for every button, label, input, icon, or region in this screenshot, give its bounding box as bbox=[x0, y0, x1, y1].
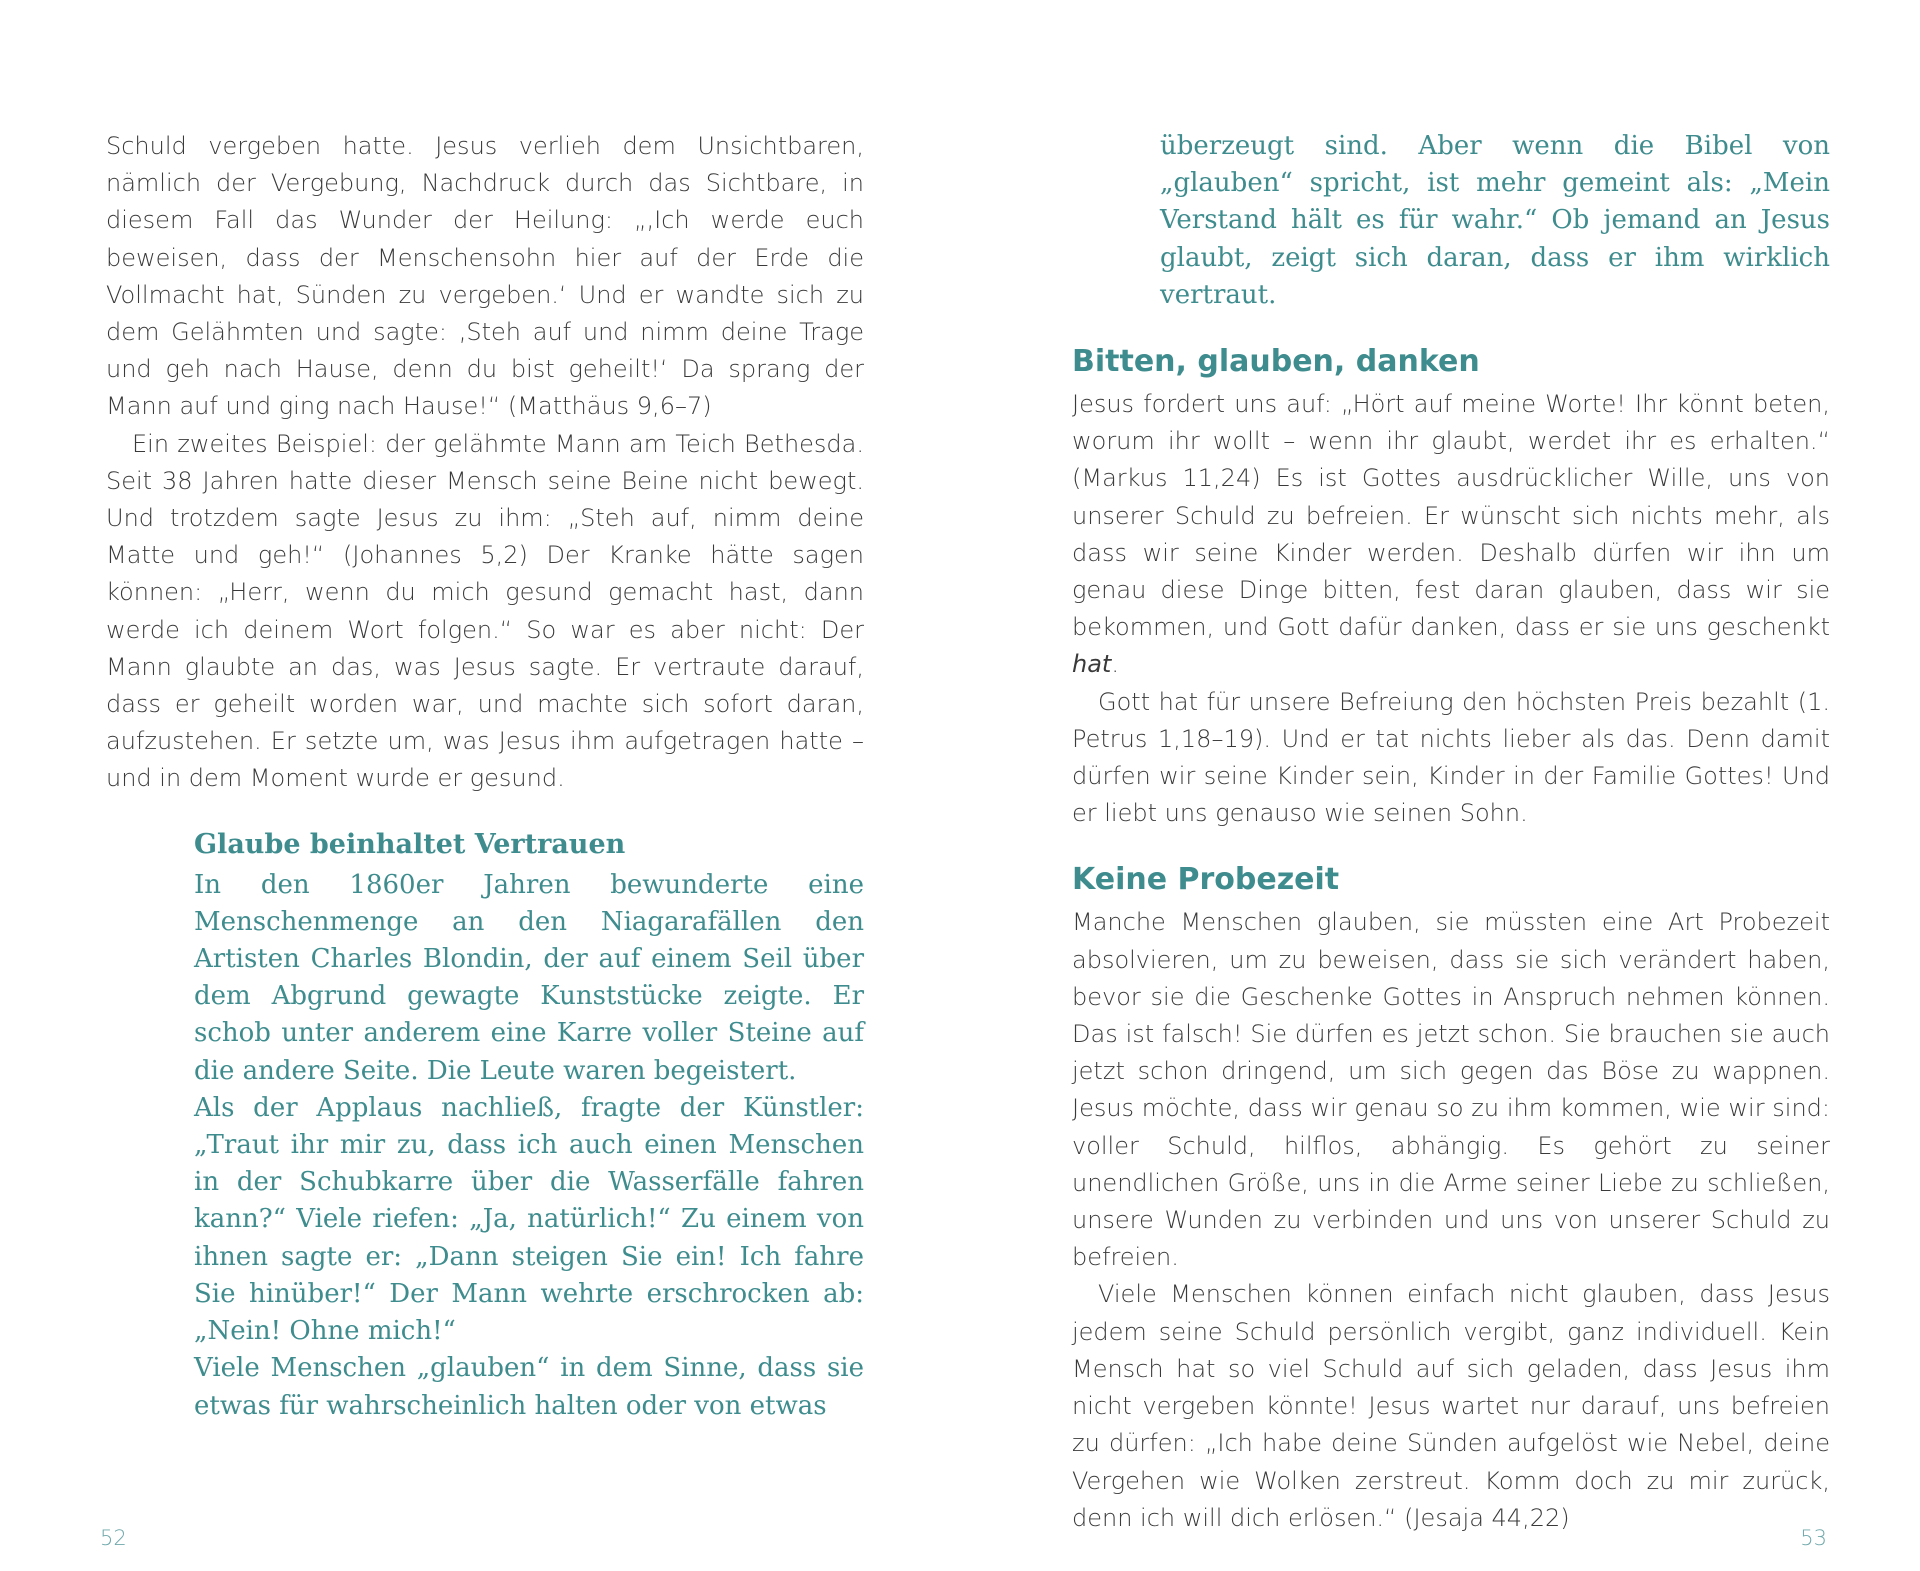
left-text-column bbox=[106, 128, 864, 1425]
emphasis-text: hat bbox=[1072, 650, 1112, 679]
box-paragraph: Als der Applaus nachließ, fragte der Künstler: „Traut ihr mir zu, dass ich auch einen Menschen in der Schubkarre über die Wasserfälle fahren kann?“ Viele riefen: „Ja, natürlich!“ Zu einem von ihnen sagte er: „Dann steigen Sie ein! Ich fahre Sie hinüber!“ Der Mann wehrte erschrocken ab: „Nein! Ohne mich!“ bbox=[194, 1092, 864, 1347]
section-heading: Keine Probezeit bbox=[1072, 862, 1340, 898]
body-paragraph: Schuld vergeben hatte. Jesus verlieh dem Unsichtbaren, nämlich der Vergebung, Nachdruck durch das Sichtbare, in diesem Fall das Wunder der Heilung: „‚Ich werde euch beweisen, dass der Menschensohn hier auf der Erde die Vollmacht hat, Sünden zu vergeben.‘ Und er wandte sich zu dem Gelähmten und sagte: ‚Steh auf und nimm deine Trage und geh nach Hause, denn du bist geheilt!‘ Da sprang der Mann auf und ging nach Hause!“ (Matthäus 9,6–7) bbox=[106, 132, 864, 421]
info-box bbox=[194, 826, 864, 1425]
info-box-continuation bbox=[1160, 128, 1830, 314]
body-paragraph: Viele Menschen können einfach nicht glauben, dass Jesus jedem seine Schuld persönlich vergibt, ganz individuell. Kein Mensch hat so viel Schuld auf sich geladen, dass Jesus ihm nicht vergeben könnte! Jesus wartet nur darauf, uns befreien zu dürfen: „Ich habe deine Sünden aufgelöst wie Nebel, deine Vergehen wie Wolken zerstreut. Komm doch zu mir zurück, denn ich will dich erlösen.“ (Jesaja 44,22) bbox=[1072, 1280, 1830, 1532]
body-text-run: Jesus fordert uns auf: „Hört auf meine Worte! Ihr könnt beten, worum ihr wollt – wenn ihr glaubt, werdet ihr es erhalten.“ (Markus 11,24) Es ist Gottes ausdrücklicher Wille, uns von unserer Schuld zu befreien. Er wünscht sich nichts mehr, als dass wir seine Kinder werden. Deshalb dürfen wir ihn um genau diese Dinge bitten, fest daran glauben, dass wir sie bekommen, und Gott dafür danken, dass er sie uns geschenkt bbox=[1072, 390, 1830, 642]
page-number: 52 bbox=[100, 1526, 127, 1550]
body-paragraph: Ein zweites Beispiel: der gelähmte Mann am Teich Bethesda. Seit 38 Jahren hatte dieser Mensch seine Beine nicht bewegt. Und trotzdem sagte Jesus zu ihm: „Steh auf, nimm deine Matte und geh!“ (Johannes 5,2) Der Kranke hätte sagen können: „Herr, wenn du mich gesund gemacht hast, dann werde ich deinem Wort folgen.“ So war es aber nicht: Der Mann glaubte an das, was Jesus sagte. Er vertraute darauf, dass er geheilt worden war, und machte sich sofort daran, aufzustehen. Er setzte um, was Jesus ihm aufgetragen hatte – und in dem Moment wurde er gesund. bbox=[106, 429, 864, 793]
body-text-run: . bbox=[1111, 650, 1119, 679]
right-text-column bbox=[1072, 128, 1830, 1537]
box-paragraph: überzeugt sind. Aber wenn die Bibel von „glauben“ spricht, ist mehr gemeint als: „Mein Verstand hält es für wahr.“ Ob jemand an Jesus glaubt, zeigt sich daran, dass er ihm wirklich vertraut. bbox=[1160, 131, 1830, 310]
page-number: 53 bbox=[1800, 1526, 1827, 1550]
box-paragraph: In den 1860er Jahren bewunderte eine Menschenmenge an den Niagarafällen den Artisten Charles Blondin, der auf einem Seil über dem Abgrund gewagte Kunststücke zeigte. Er schob unter anderem eine Karre voller Steine auf die andere Seite. Die Leute waren begeistert. bbox=[194, 869, 864, 1086]
body-paragraph: Gott hat für unsere Befreiung den höchsten Preis bezahlt (1. Petrus 1,18–19). Und er tat nichts lieber als das. Denn damit dürfen wir seine Kinder sein, Kinder in der Familie Gottes! Und er liebt uns genauso wie seinen Sohn. bbox=[1072, 687, 1830, 828]
section-heading: Bitten, glauben, danken bbox=[1072, 344, 1480, 380]
right-page bbox=[960, 0, 1920, 1571]
body-paragraph bbox=[1072, 386, 1830, 684]
box-heading: Glaube beinhaltet Vertrauen bbox=[194, 828, 626, 860]
body-paragraph: Manche Menschen glauben, sie müssten eine Art Probezeit absolvieren, um zu beweisen, dass sie sich verändert haben, bevor sie die Geschenke Gottes in Anspruch nehmen können. Das ist falsch! Sie dürfen es jetzt schon. Sie brauchen sie auch jetzt schon dringend, um sich gegen das Böse zu wappnen. Jesus möchte, dass wir genau so zu ihm kommen, wie wir sind: voller Schuld, hilflos, abhängig. Es gehört zu seiner unendlichen Größe, uns in die Arme seiner Liebe zu schließen, unsere Wunden zu verbinden und uns von unserer Schuld zu befreien. bbox=[1072, 908, 1830, 1272]
box-paragraph: Viele Menschen „glauben“ in dem Sinne, dass sie etwas für wahrscheinlich halten oder von etwas bbox=[194, 1353, 864, 1421]
